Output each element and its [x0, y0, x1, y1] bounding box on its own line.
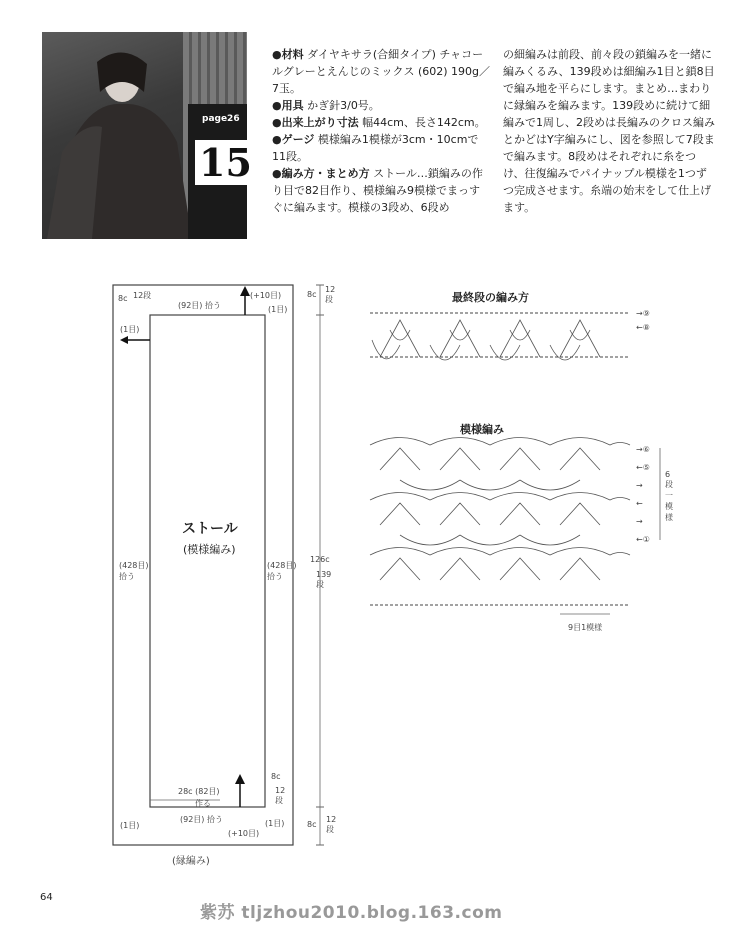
final-row-9: →⑨: [636, 309, 650, 318]
final-row-8: ←⑧: [636, 323, 650, 332]
bottom-cm: 28c (82目): [178, 787, 220, 796]
right-pick-label: (428目) 拾う: [267, 561, 297, 581]
corner-top-right: (1目): [268, 305, 288, 314]
edge-label: (縁編み): [172, 856, 210, 867]
bottom-pick-label: (92目) 拾う: [180, 815, 223, 824]
instructions-col2: の細編みは前段、前々段の鎖編みを一緒に編みくるみ、139段めは細編み1目と鎖8目で編み地を平らにします。まとめ…まわりに縁編みを編みます。139段めに続けて細編みで1周し、2段めは長編みのクロス編みとかどはY字編みにし、図を参照して7段まで編みます。8段めはそれぞれに糸をつけ、往復編みでパイナップル模様を1つずつ完成させます。糸端の始末をして仕上げます。: [503, 48, 715, 214]
method-line: ●編み方・まとめ方 ストール…鎖編みの作り目で82目作り、模様編み9模様でまっすぐに編みます。模様の3段め、6段め: [272, 167, 483, 214]
footer-watermark: 紫苏 tljzhou2010.blog.163.com: [200, 903, 503, 923]
bottom-plus-label: (+10目): [228, 829, 260, 838]
page-number: 64: [40, 892, 53, 903]
materials-line: ●材料 ダイヤキサラ(合細タイプ) チャコールグレーとえんじのミックス (602) 190g／7玉。: [272, 48, 490, 95]
bottom-border-rows: 12段: [326, 815, 337, 834]
repeat-stitches-label: 9目1模様: [568, 623, 603, 632]
stole-title: ストール: [182, 521, 238, 537]
pattern-row-4: →: [636, 481, 643, 490]
tools-line: ●用具 かぎ針3/0号。: [272, 99, 380, 112]
gauge-line: ●ゲージ 模様編み1模様が3cm・10cmで11段。: [272, 133, 479, 163]
pattern-number: 15: [195, 140, 256, 185]
bottom-make: 作る: [195, 799, 211, 808]
top-border-cm: 8c: [118, 294, 128, 303]
bottom-border-cm-inner: 8c: [271, 772, 281, 781]
corner-bottom-right: (1目): [265, 819, 285, 828]
pattern-row-1: ←①: [636, 535, 650, 544]
left-pick-label: (428目) 拾う: [119, 561, 149, 581]
top-plus-label: (+10目): [250, 291, 282, 300]
top-pick-label: (92目) 拾う: [178, 301, 221, 310]
size-line: ●出来上がり寸法 幅44cm、長さ142cm。: [272, 116, 486, 129]
corner-top-left: (1目): [120, 325, 140, 334]
length-rows: 139段: [316, 570, 332, 589]
pattern-title: 模様編み: [460, 423, 504, 436]
final-row-title: 最終段の編み方: [452, 291, 529, 304]
pattern-row-3: ←: [636, 499, 643, 508]
corner-bottom-left: (1目): [120, 821, 140, 830]
right-top-rows: 12段: [325, 285, 336, 304]
pattern-row-2: →: [636, 517, 643, 526]
page-tag: page26: [202, 114, 240, 124]
top-border-rows: 12段: [133, 291, 152, 300]
repeat-rows-label: 6段一模様: [665, 470, 673, 522]
stole-subtitle: (模様編み): [183, 543, 236, 556]
pattern-row-5: ←⑤: [636, 463, 650, 472]
bottom-border-cm: 8c: [307, 820, 317, 829]
length-cm: 126c: [310, 555, 330, 564]
bottom-border-rows-inner: 12段: [275, 786, 286, 805]
pattern-row-6: →⑥: [636, 445, 650, 454]
right-top-cm: 8c: [307, 290, 317, 299]
